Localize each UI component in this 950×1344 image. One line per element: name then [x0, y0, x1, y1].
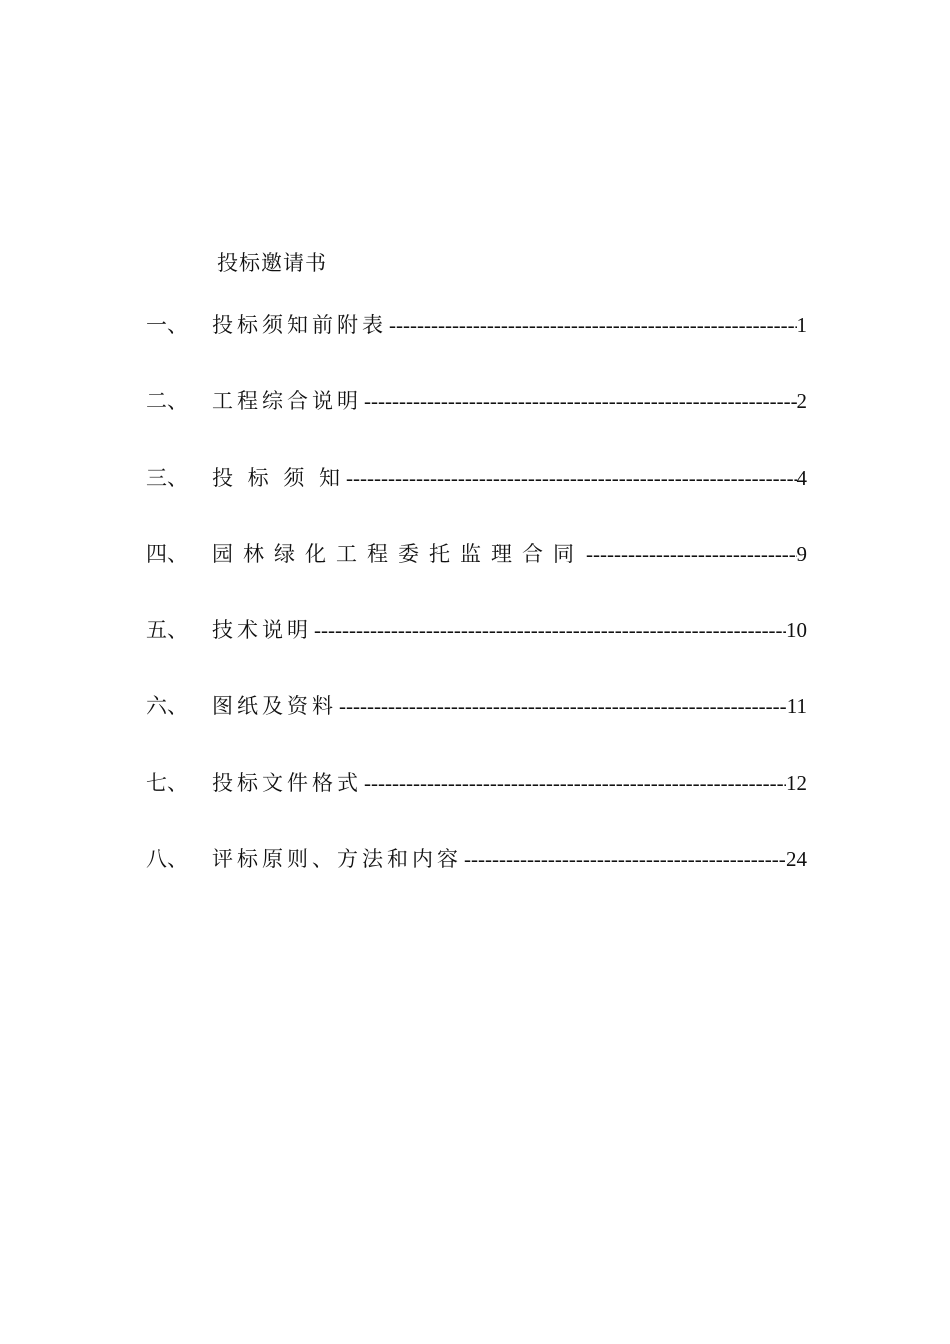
- toc-entry-page: 1: [796, 313, 807, 337]
- toc-entry-number: 八、: [146, 847, 188, 872]
- toc-entry-title: 投 标 须 知: [212, 465, 345, 490]
- toc-entry-page: 9: [796, 541, 807, 566]
- toc-entry-page: 4: [796, 465, 807, 490]
- toc-entry-number: 五、: [146, 618, 188, 643]
- toc-heading: 投标邀请书: [217, 251, 327, 275]
- toc-entry-number: 一、: [146, 313, 188, 337]
- toc-entry-number: 三、: [146, 465, 188, 490]
- toc-entry-title: 投标须知前附表: [212, 313, 387, 337]
- toc-entry[interactable]: [146, 842, 807, 876]
- toc-entry-title: 图纸及资料: [212, 694, 337, 719]
- toc-entry-page: 10: [786, 618, 807, 643]
- toc-entry-page: 2: [796, 389, 807, 414]
- toc-leader-dashes: [312, 613, 786, 647]
- toc-entry-number: 七、: [146, 770, 188, 795]
- toc-entry-title: 技术说明: [212, 618, 312, 643]
- toc-entry[interactable]: [146, 384, 807, 418]
- toc-entry[interactable]: [146, 613, 807, 647]
- toc-entry[interactable]: [146, 766, 807, 800]
- toc-entry[interactable]: [146, 689, 807, 723]
- toc-entry-page: 12: [786, 770, 807, 795]
- toc-leader-dashes: [344, 461, 796, 495]
- table-of-contents: [146, 308, 807, 918]
- toc-entry-number: 四、: [146, 541, 188, 566]
- toc-leader-dashes: [584, 537, 797, 571]
- toc-leader-dashes: [387, 308, 797, 342]
- toc-entry-number: 六、: [146, 694, 188, 719]
- toc-entry[interactable]: [146, 308, 807, 342]
- toc-leader-dashes: [362, 384, 797, 418]
- toc-leader-dashes: [337, 689, 787, 723]
- toc-entry-title: 评标原则、方法和内容: [212, 847, 462, 872]
- toc-entry-title: 投标文件格式: [212, 770, 362, 795]
- toc-leader-dashes: [462, 842, 786, 876]
- toc-leader-dashes: [362, 766, 786, 800]
- toc-entry[interactable]: [146, 537, 807, 571]
- toc-entry-page: 24: [786, 847, 807, 872]
- toc-entry-number: 二、: [146, 389, 188, 414]
- toc-entry[interactable]: [146, 461, 807, 495]
- toc-entry-page: 11: [786, 694, 807, 719]
- toc-entry-title: 园林绿化工程委托监理合同: [212, 541, 584, 566]
- toc-entry-title: 工程综合说明: [212, 389, 362, 414]
